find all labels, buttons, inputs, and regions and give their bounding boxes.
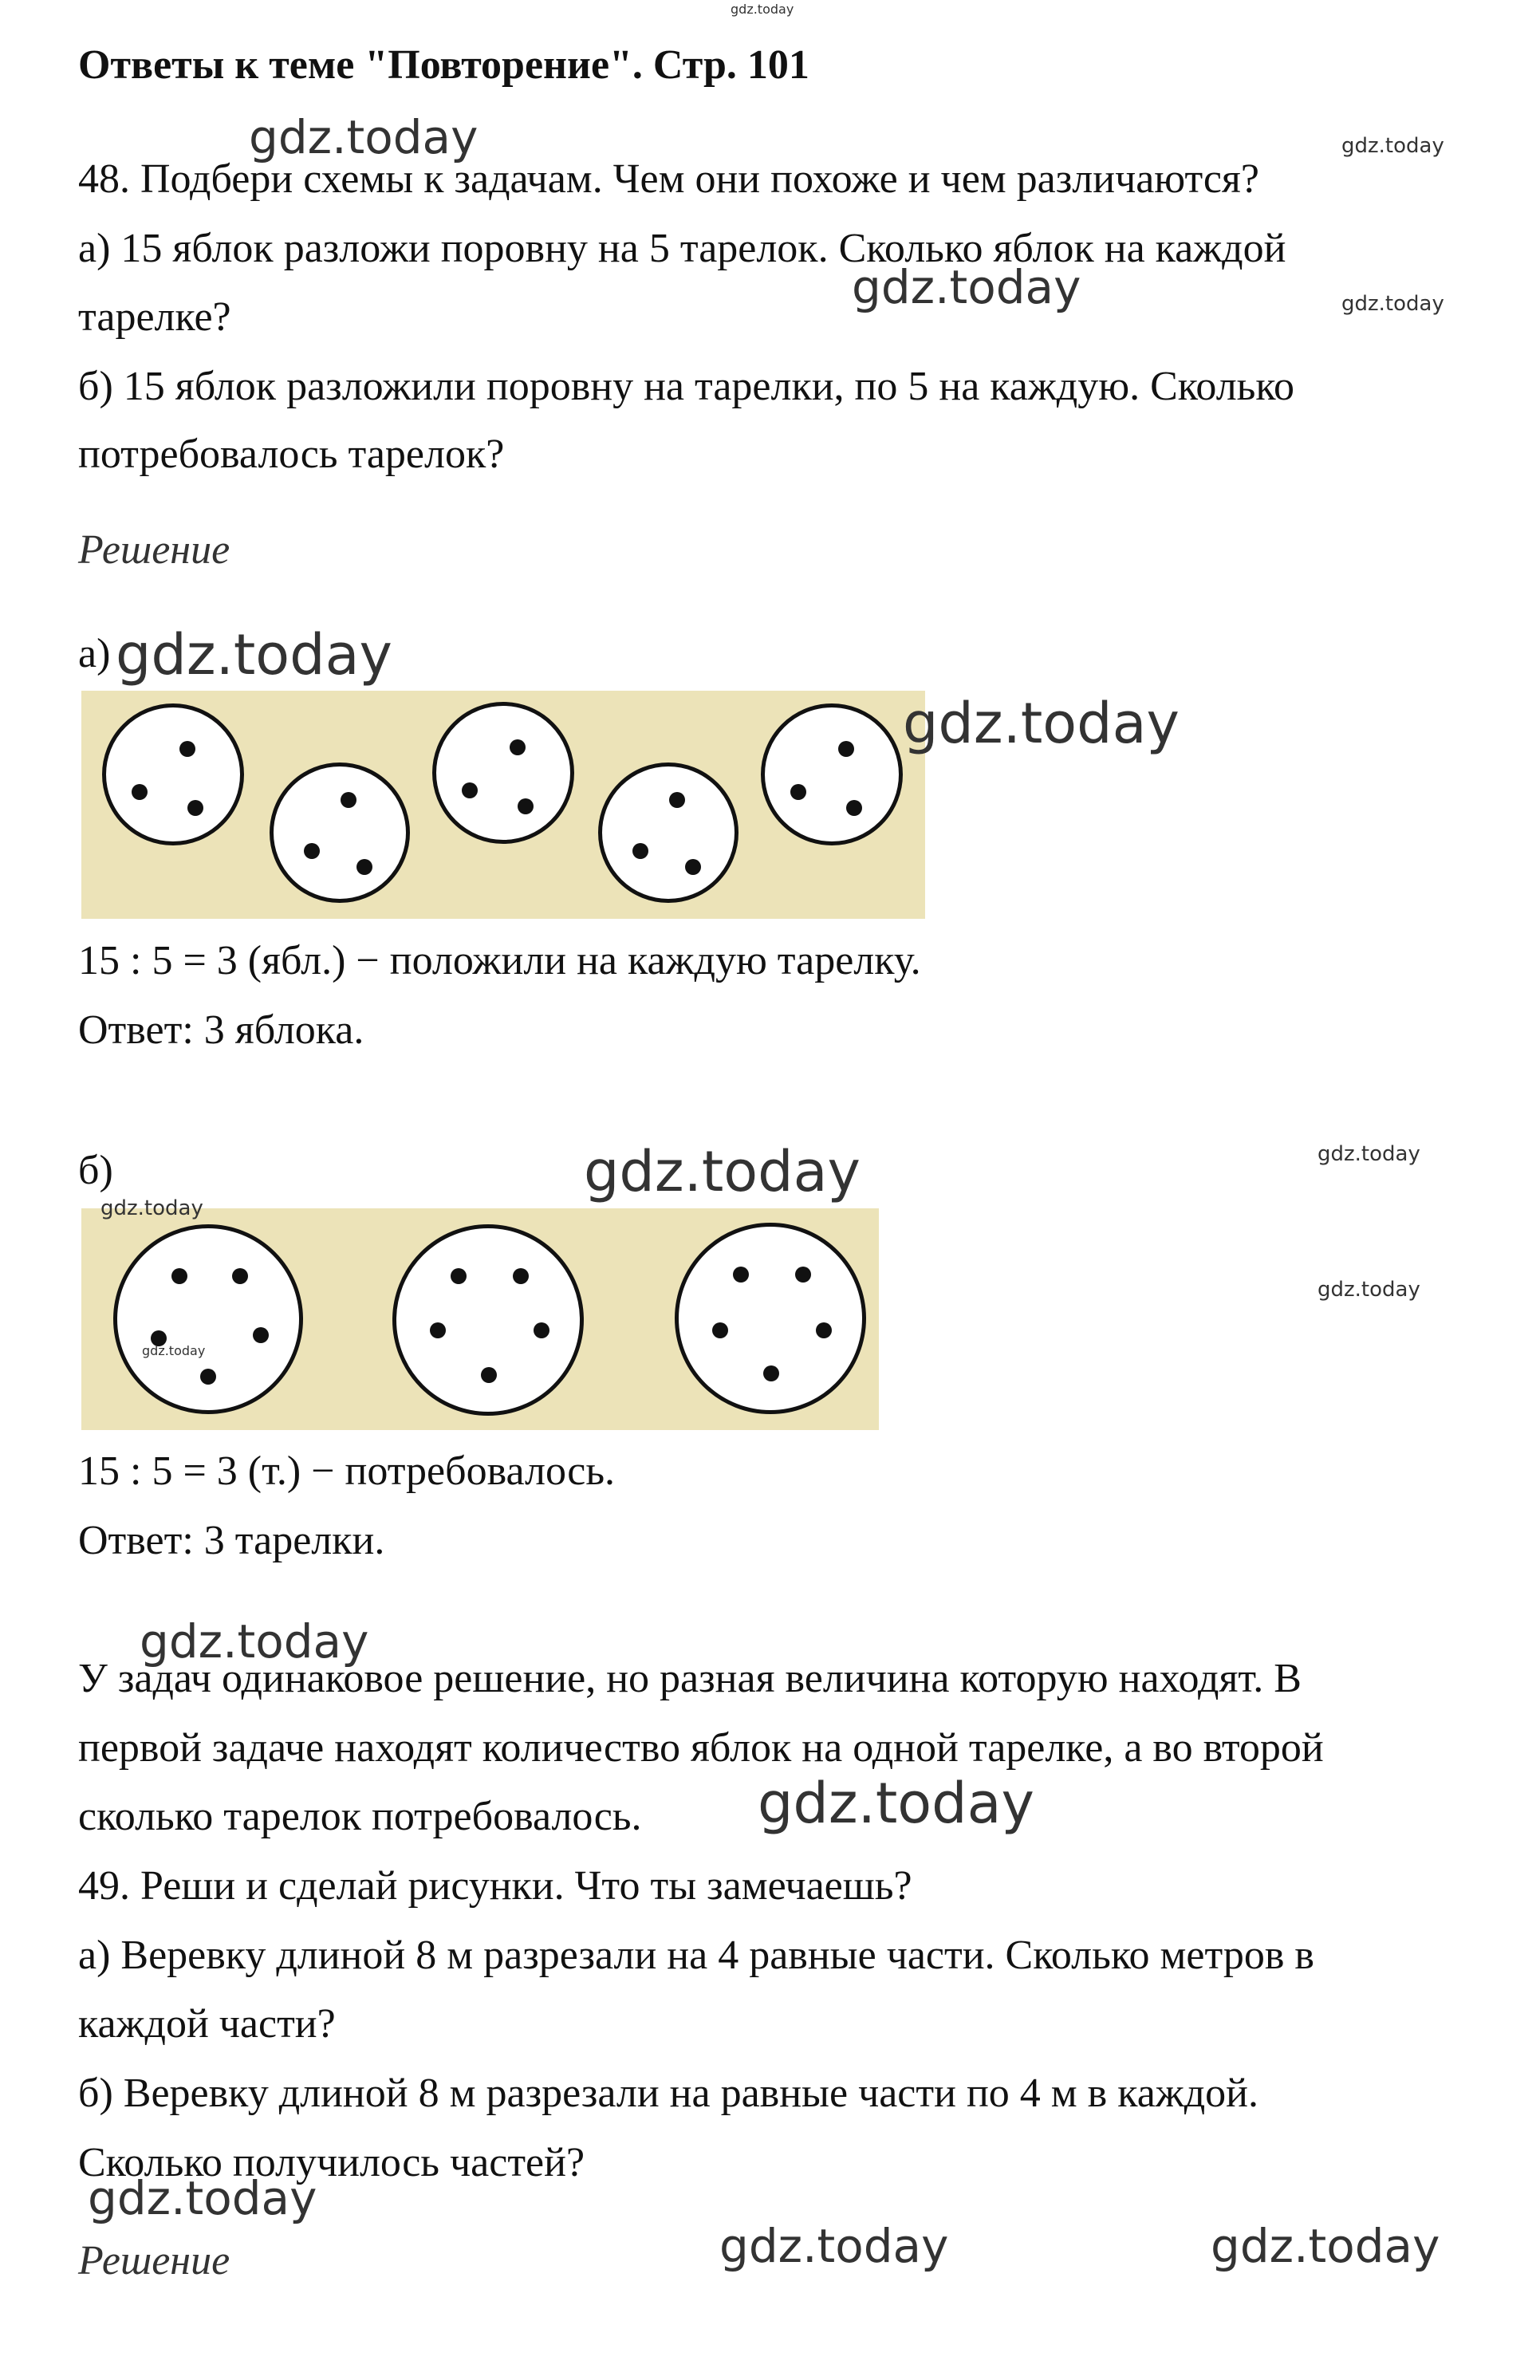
part-b-answer: Ответ: 3 тарелки. bbox=[78, 1518, 385, 1563]
task48-question: 48. Подбери схемы к задачам. Чем они похоже и чем различаются? bbox=[78, 156, 1259, 202]
solution-label: Решение bbox=[78, 527, 230, 573]
apple-dot bbox=[534, 1322, 549, 1338]
apple-dot bbox=[179, 741, 195, 757]
apple-dot bbox=[451, 1268, 467, 1284]
task49-a-line1: а) Веревку длиной 8 м разрезали на 4 равные части. Сколько метров в bbox=[78, 1933, 1314, 1978]
task48-b-line2: потребовалось тарелок? bbox=[78, 431, 505, 477]
watermark: gdz.today bbox=[1341, 134, 1444, 158]
task49-a-line2: каждой части? bbox=[78, 2001, 336, 2047]
watermark: gdz.today bbox=[584, 1139, 861, 1204]
conclusion-line3: сколько тарелок потребовалось. bbox=[78, 1794, 642, 1839]
watermark: gdz.today bbox=[116, 622, 392, 688]
plate bbox=[113, 1224, 303, 1414]
part-a-label: а) bbox=[78, 631, 111, 676]
apple-dot bbox=[341, 792, 356, 808]
plate bbox=[598, 762, 738, 903]
apple-dot bbox=[669, 792, 685, 808]
part-b-plates-illustration bbox=[81, 1208, 879, 1430]
apple-dot bbox=[304, 843, 320, 859]
apple-dot bbox=[795, 1267, 811, 1283]
conclusion-line1: У задач одинаковое решение, но разная величина которую находят. В bbox=[78, 1656, 1302, 1701]
watermark: gdz.today bbox=[140, 1614, 369, 1669]
plate bbox=[761, 703, 903, 845]
plate bbox=[392, 1224, 584, 1416]
watermark: gdz.today bbox=[758, 1771, 1034, 1836]
plate bbox=[270, 762, 410, 903]
task49-b-line2: Сколько получилось частей? bbox=[78, 2140, 585, 2185]
watermark: gdz.today bbox=[88, 2171, 317, 2225]
part-b-label: б) bbox=[78, 1148, 113, 1193]
apple-dot bbox=[430, 1322, 446, 1338]
apple-dot bbox=[510, 739, 526, 755]
task49-question: 49. Реши и сделай рисунки. Что ты замечаешь? bbox=[78, 1863, 912, 1909]
apple-dot bbox=[518, 798, 534, 814]
apple-dot bbox=[356, 859, 372, 875]
apple-dot bbox=[132, 784, 148, 800]
apple-dot bbox=[200, 1369, 216, 1385]
apple-dot bbox=[171, 1268, 187, 1284]
apple-dot bbox=[763, 1365, 779, 1381]
apple-dot bbox=[838, 741, 854, 757]
apple-dot bbox=[685, 859, 701, 875]
part-a-plates-illustration bbox=[81, 691, 925, 919]
apple-dot bbox=[187, 800, 203, 816]
watermark: gdz.today bbox=[1341, 292, 1444, 316]
apple-dot bbox=[513, 1268, 529, 1284]
task48-b-line1: б) 15 яблок разложили поровну на тарелки, по 5 на каждую. Сколько bbox=[78, 364, 1294, 409]
apple-dot bbox=[790, 784, 806, 800]
apple-dot bbox=[462, 782, 478, 798]
part-a-answer: Ответ: 3 яблока. bbox=[78, 1007, 364, 1053]
task48-a-line2: тарелке? bbox=[78, 294, 231, 340]
apple-dot bbox=[253, 1327, 269, 1343]
part-b-equation: 15 : 5 = 3 (т.) − потребовалось. bbox=[78, 1448, 616, 1494]
watermark: gdz.today bbox=[100, 1196, 203, 1220]
plate bbox=[432, 702, 574, 844]
apple-dot bbox=[712, 1322, 728, 1338]
apple-dot bbox=[232, 1268, 248, 1284]
apple-dot bbox=[733, 1267, 749, 1283]
task49-b-line1: б) Веревку длиной 8 м разрезали на равные части по 4 м в каждой. bbox=[78, 2071, 1258, 2116]
watermark: gdz.today bbox=[142, 1343, 206, 1358]
task48-a-line1: а) 15 яблок разложи поровну на 5 тарелок. Сколько яблок на каждой bbox=[78, 226, 1286, 271]
part-a-equation: 15 : 5 = 3 (ябл.) − положили на каждую тарелку. bbox=[78, 938, 921, 983]
watermark: gdz.today bbox=[903, 691, 1180, 756]
watermark: gdz.today bbox=[719, 2219, 949, 2273]
apple-dot bbox=[816, 1322, 832, 1338]
apple-dot bbox=[632, 843, 648, 859]
conclusion-line2: первой задаче находят количество яблок на одной тарелке, а во второй bbox=[78, 1725, 1324, 1771]
watermark: gdz.today bbox=[1317, 1142, 1420, 1166]
watermark: gdz.today bbox=[249, 110, 479, 164]
page-title: Ответы к теме "Повторение". Стр. 101 bbox=[78, 42, 809, 88]
apple-dot bbox=[846, 800, 862, 816]
plate bbox=[102, 703, 244, 845]
watermark: gdz.today bbox=[1317, 1278, 1420, 1302]
solution-label-2: Решение bbox=[78, 2238, 230, 2283]
watermark: gdz.today bbox=[852, 260, 1081, 314]
top-watermark: gdz.today bbox=[731, 2, 794, 17]
watermark: gdz.today bbox=[1211, 2219, 1440, 2273]
apple-dot bbox=[481, 1367, 497, 1383]
plate bbox=[675, 1223, 866, 1414]
